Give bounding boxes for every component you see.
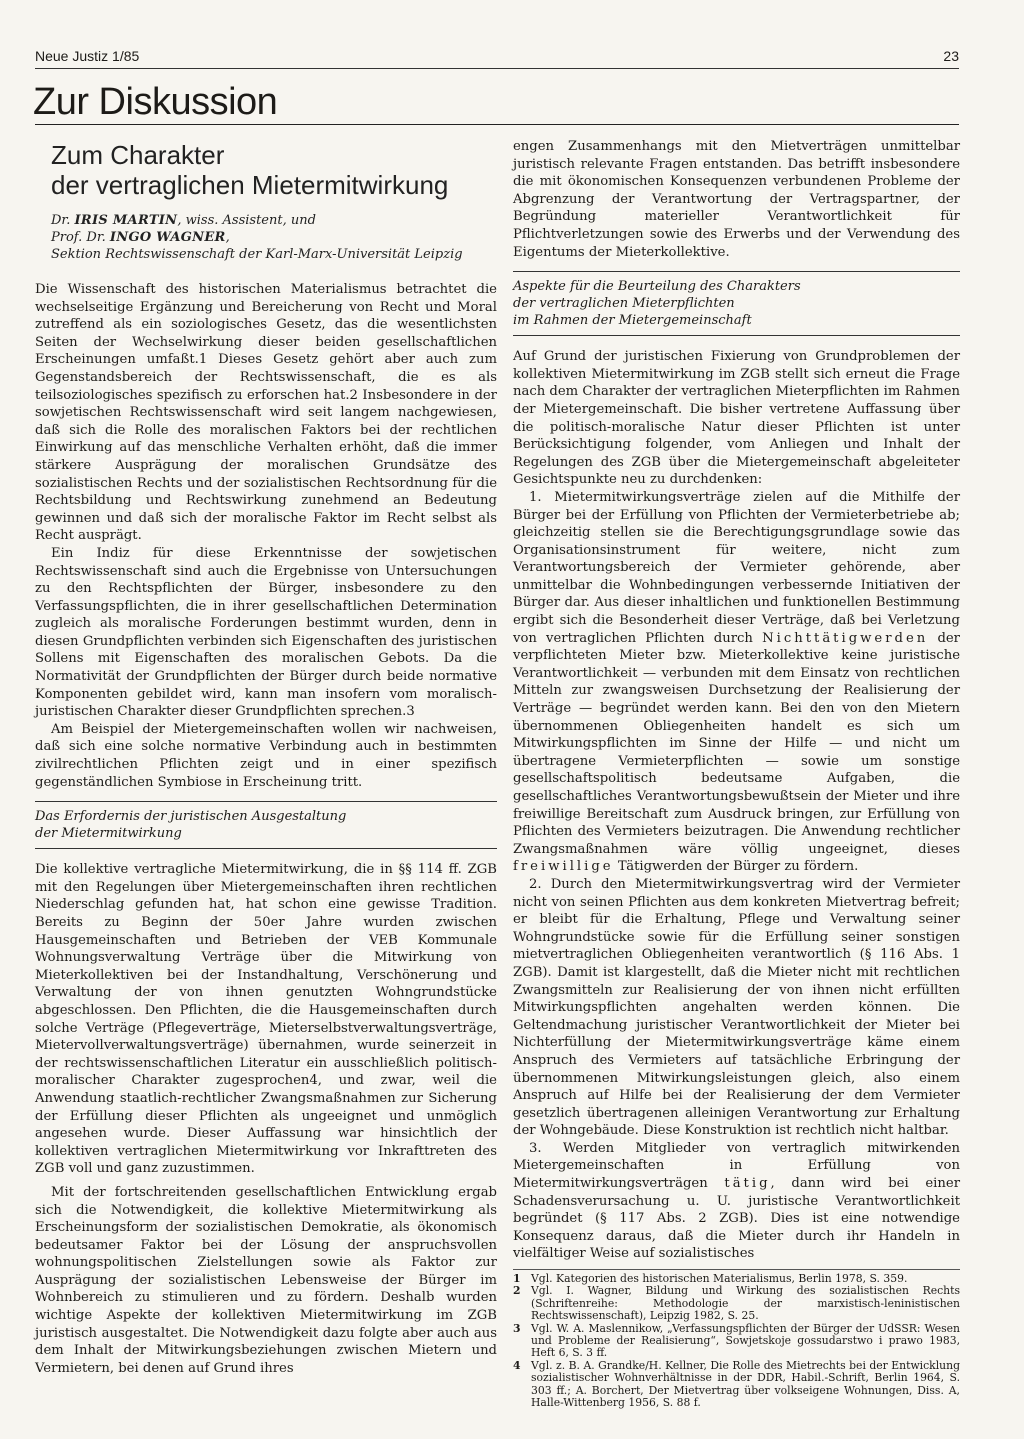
page-number: 23 — [943, 48, 959, 64]
subheading: Das Erfordernis der juristischen Ausgestaltung der Mietermitwirkung — [35, 801, 497, 849]
article-title — [51, 138, 497, 200]
footnotes — [513, 1269, 960, 1409]
section-title: Zur Diskussion — [33, 81, 278, 123]
author-1: Dr. IRIS MARTIN, wiss. Assistent, und — [51, 213, 316, 228]
footnote: 4 Vgl. z. B. A. Grandke/H. Kellner, Die Rolle des Mietrechts bei der Entwicklung sozialistischer Wohnverhältnisse in der DDR, Habil.-Schrift, Berlin 1964, S. 303 ff.; A. Borchert, Der Mietvertrag über volkseigene Wohnungen, Diss. A, Halle-Wittenberg 1956, S. 88 f. — [513, 1358, 960, 1410]
spaced-emphasis: Nichttätigwerden — [762, 630, 929, 646]
subheading: Aspekte für die Beurteilung des Charakters der vertraglichen Mieterpflichten im Rahmen der Mietergemeinschaft — [513, 271, 960, 336]
paragraph: Ein Indiz für diese Erkenntnisse der sowjetischen Rechtswissenschaft sind auch die Ergebnisse von Untersuchungen zu den Rechtspflichten der Bürger, insbesondere zu den Verfassungspflichten, die in ihrer gesellschaftlichen Determination zugleich als moralische Forderungen bestimmt wurden, denn in diesen Grundpflichten verbinden sich Eigenschaften des juristischen Sollens mit Eigenschaften des moralischen Gebots. Da die Normativität der Grundpflichten der Bürger durch beide normative Komponenten gebildet wird, kann man insofern vom moralisch-juristischen Charakter dieser Grundpflichten sprechen.3 — [35, 545, 497, 720]
article-title-line1: Zum Charakter — [51, 140, 225, 170]
paragraph: Am Beispiel der Mietergemeinschaften wollen wir nachweisen, daß sich eine solche normative Verbindung auch in bestimmten zivilrechtlichen Pflichten zeigt und in einer spezifisch gegenständlichen Symbiose in Erscheinung tritt. — [35, 721, 497, 790]
spaced-emphasis: freiwillige — [513, 859, 614, 875]
spaced-emphasis: tätig — [724, 1176, 771, 1192]
footnote: 2 Vgl. I. Wagner, Bildung und Wirkung des sozialistischen Rechts (Schriftenreihe: Methodologie der marxistisch-leninistischen Rechtswissenschaft), Leipzig 1982, S. 25. — [513, 1284, 960, 1323]
right-column — [513, 138, 960, 1410]
paragraph: 3. Werden Mitglieder von vertraglich mitwirkenden Mietergemeinschaften in Erfüllung von Mietermitwirkungsverträgen tätig, dann wird bei einer Schadensverursachung u. U. juristische Verantwortlichkeit begründet (§ 117 Abs. 2 ZGB). Dies ist eine notwendige Konsequenz daraus, daß die Mieter durch ihr Handeln in vielfältiger Weise auf sozialistisches — [513, 1140, 960, 1262]
author-block — [51, 212, 497, 263]
left-column — [35, 138, 497, 1377]
author-2-name: INGO WAGNER — [109, 230, 226, 245]
paragraph: Auf Grund der juristischen Fixierung von Grundproblemen der kollektiven Mietermitwirkung im ZGB stellt sich erneut die Frage nach dem Charakter der vertraglichen Mieterpflichten im Rahmen der Mietergemeinschaft. Die bisher vertretene Auffassung über die politisch-moralische Natur dieser Pflichten ist unter Berücksichtigung folgender, vom Anliegen und Inhalt der Regelungen des ZGB über die Mietergemeinschaft abgeleiteter Gesichtspunkte neu zu durchdenken: — [513, 349, 960, 488]
paragraph: Die Wissenschaft des historischen Materialismus betrachtet die wechselseitige Ergänzung und Bereicherung von Recht und Moral zutreffend als ein soziologisches Gesetz, das die wesentlichsten Seiten der Wechselwirkung dieser beiden gesellschaftlichen Erscheinungen umfaßt.1 Dieses Gesetz gehört aber auch zum Gegenstandsbereich der Rechtswissenschaft, die es als teilsoziologisches spezifisch zu erforschen hat.2 Insbesondere in der sowjetischen Rechtswissenschaft wird seit langem nachgewiesen, daß sich die Rolle des moralischen Faktors bei der rechtlichen Einwirkung auf das menschliche Verhalten erhöht, daß die immer stärkere Ausprägung der moralischen Grundsätze des sozialistischen Rechts und der sozialistischen Rechtsordnung für die Rechtsbildung und Rechtswirkung zunehmend an Bedeutung gewinnen und daß sich der moralische Faktor im Recht selbst als Recht ausprägt. — [35, 282, 497, 544]
paragraph: Mit der fortschreitenden gesellschaftlichen Entwicklung ergab sich die Notwendigkeit, die kollektive Mietermitwirkung als Erscheinungsform der sozialistischen Demokratie, als ökonomisch bedeutsamer Faktor bei der Lösung der anspruchsvollen wohnungspolitischen Zielstellungen sowie als Faktor zur Ausprägung der sozialistischen Lebensweise der Bürger im Wohnbereich zu stimulieren und zu fördern. Deshalb wurden wichtige Aspekte der kollektiven Mietermitwirkung im ZGB juristisch ausgestaltet. Die Notwendigkeit dazu folgte aber auch aus dem Inhalt der Mitwirkungsbeziehungen zwischen Mietern und Vermietern, bei denen auf Grund ihres — [35, 1184, 497, 1376]
section-rule — [35, 124, 959, 125]
affiliation: Sektion Rechtswissenschaft der Karl-Marx-Universität Leipzig — [51, 247, 463, 262]
running-head: Neue Justiz 1/85 — [35, 48, 140, 64]
author-2: Prof. Dr. INGO WAGNER, — [51, 230, 230, 245]
paragraph: 1. Mietermitwirkungsverträge zielen auf die Mithilfe der Bürger bei der Erfüllung von Pflichten der Vermieterbetriebe ab; gleichzeitig stellen sie die Berechtigungsgrundlage sowie das Organisationsinstrument für weitere, nicht zum Verantwortungsbereich der Vermieter gehörende, aber unmittelbar die Wohnbedingungen verbessernde Initiativen der Bürger dar. Aus dieser inhaltlichen und funktionellen Bestimmung ergibt sich die Besonderheit dieser Verträge, daß bei Verletzung von vertraglichen Pflichten durch Nichttätigwerden der verpflichteten Mieter bzw. Mieterkollektive keine juristische Verantwortlichkeit — verbunden mit dem Einsatz von rechtlichen Mitteln zur zwangsweisen Durchsetzung der Realisierung der Verträge — begründet werden kann. Bei den von den Mietern übernommenen Obliegenheiten handelt es sich um Mitwirkungspflichten im Sinne der Hilfe — und nicht um übertragene Vermieterpflichten — sowie um sonstige gesellschaftspolitisch bedeutsame Aufgaben, die gesellschaftliches Verantwortungsbewußtsein der Mieter und ihre freiwillige Bereitschaft zum Ausdruck bringen, zur Erfüllung von Pflichten des Vermieters beizutragen. Die Anwendung rechtlicher Zwangsmaßnahmen wäre völlig ungeeignet, dieses freiwillige Tätigwerden der Bürger zu fördern. — [513, 489, 960, 875]
paragraph: engen Zusammenhangs mit den Mietverträgen unmittelbar juristisch relevante Fragen entstanden. Das betrifft insbesondere die mit ökonomischen Konsequenzen verbundenen Probleme der Abgrenzung der Verantwortung der Vertragspartner, der Begründung materieller Verantwortlichkeit für Pflichtverletzungen sowie des Erwerbs und der Verwendung des Eigentums der Mieterkollektive. — [513, 139, 960, 260]
footnote: 1 Vgl. Kategorien des historischen Materialismus, Berlin 1978, S. 359. — [513, 1272, 908, 1286]
paragraph: Die kollektive vertragliche Mietermitwirkung, die in §§ 114 ff. ZGB mit den Regelungen über Mietergemeinschaften ihren rechtlichen Niederschlag gefunden hat, hat schon eine gewisse Tradition. Bereits zu Beginn der 50er Jahre wurden zwischen Hausgemeinschaften und Betrieben der VEB Kommunale Wohnungsverwaltung Verträge über die Mitwirkung von Mieterkollektiven bei der Instandhaltung, Verschönerung und Verwaltung der von ihnen genutzten Wohngrundstücke abgeschlossen. Den Pflichten, die die Hausgemeinschaften durch solche Verträge (Pflegeverträge, Mieterselbstverwaltungsverträge, Mietervollverwaltungsverträge) übernahmen, wurde seinerzeit in der rechtswissenschaftlichen Literatur ein ausschließlich politisch-moralischer Charakter zugesprochen4, und zwar, weil die Anwendung staatlich-rechtlicher Zwangsmaßnahmen zur Sicherung der Erfüllung dieser Pflichten als ungeeignet und unmöglich angesehen wurde. Dieser Auffassung war hinsichtlich der kollektiven vertraglichen Mietermitwirkung vor Inkrafttreten des ZGB voll und ganz zuzustimmen. — [35, 862, 497, 1177]
author-1-name: IRIS MARTIN — [74, 213, 178, 228]
article-title-line2: der vertraglichen Mietermitwirkung — [51, 170, 449, 200]
footnote: 3 Vgl. W. A. Maslennikow, „Verfassungspflichten der Bürger der UdSSR: Wesen und Probleme der Realisierung“, Sowjetskoje gossudarstwo i prawo 1983, Heft 6, S. 3 ff. — [513, 1321, 960, 1360]
header-rule — [35, 68, 959, 69]
page-header — [35, 48, 959, 70]
paragraph: 2. Durch den Mietermitwirkungsvertrag wird der Vermieter nicht von seinen Pflichten aus dem konkreten Mietvertrag befreit; er bleibt für die Erhaltung, Pflege und Verwaltung seiner Wohngrundstücke sowie für die Erfüllung seiner sonstigen mietvertraglichen Obliegenheiten verantwortlich (§ 116 Abs. 1 ZGB). Damit ist klargestellt, daß die Mieter nicht mit rechtlichen Zwangsmitteln zur Realisierung der von ihnen nicht erfüllten Mitwirkungspflichten angehalten werden können. Die Geltendmachung juristischer Verantwortlichkeit der Mieter bei Nichterfüllung der Mietermitwirkungsverträge käme einem Anspruch des Vermieters auf tatsächliche Erbringung der übernommenen Mitwirkungsleistungen gleich, also einem Anspruch auf Hilfe bei der Realisierung der dem Vermieter gesetzlich übertragenen alleinigen Verantwortung zur Erhaltung der Wohngebäude. Diese Konstruktion ist rechtlich nicht haltbar. — [513, 876, 960, 1139]
